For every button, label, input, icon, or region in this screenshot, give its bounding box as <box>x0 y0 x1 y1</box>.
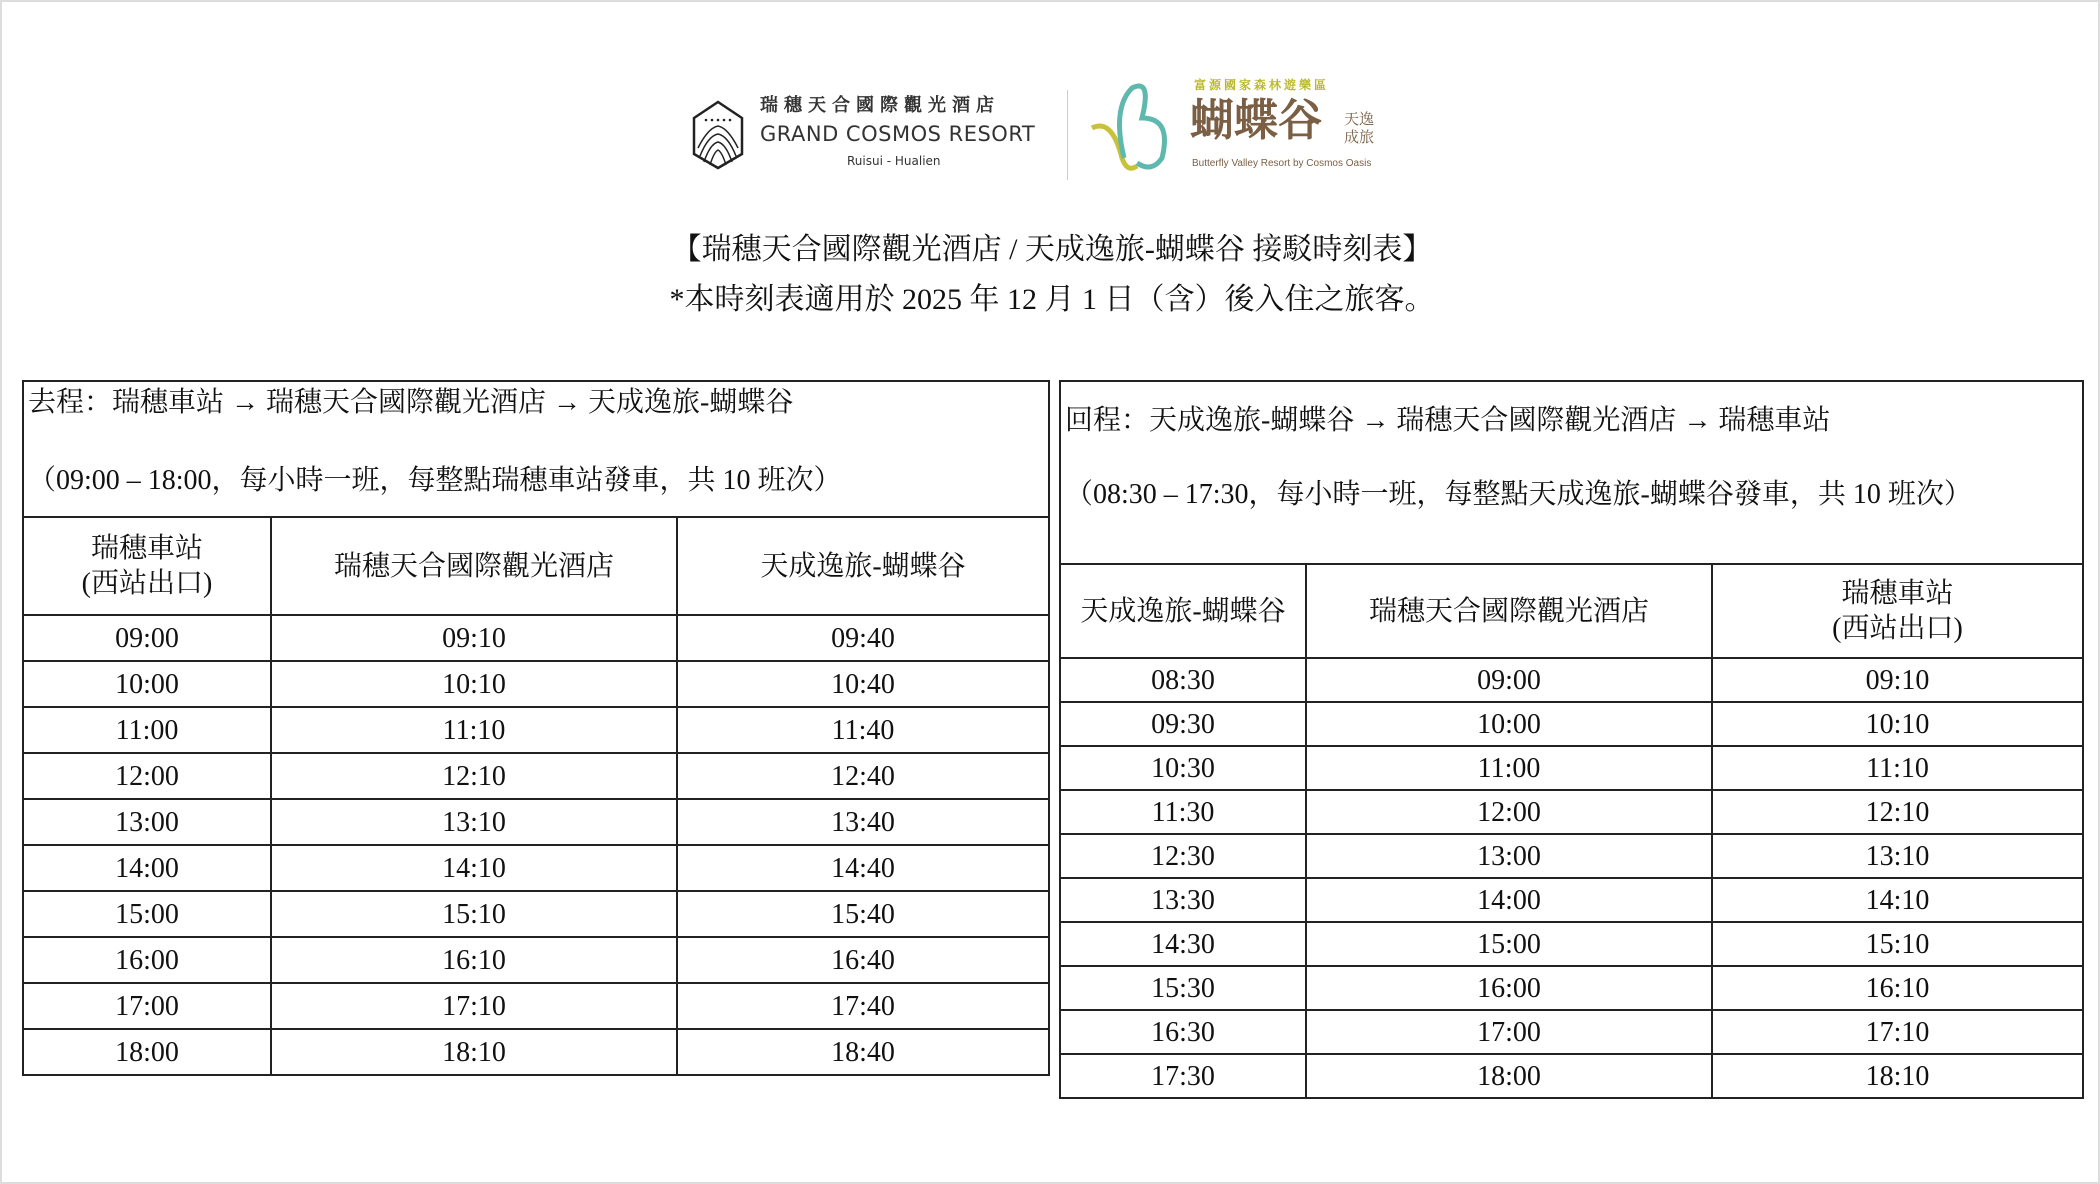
time-cell: 14:10 <box>271 845 677 891</box>
time-cell: 11:30 <box>1060 790 1306 834</box>
time-cell: 15:10 <box>271 891 677 937</box>
time-cell: 11:00 <box>23 707 271 753</box>
time-cell: 08:30 <box>1060 658 1306 702</box>
time-cell: 16:10 <box>1712 966 2083 1010</box>
time-cell: 09:00 <box>23 615 271 661</box>
time-cell: 12:40 <box>677 753 1049 799</box>
time-cell: 17:00 <box>1306 1010 1712 1054</box>
butterfly-valley-logo <box>1082 78 1422 196</box>
time-cell: 14:40 <box>677 845 1049 891</box>
time-cell: 12:10 <box>271 753 677 799</box>
time-cell: 09:00 <box>1306 658 1712 702</box>
table-row <box>1060 702 2083 746</box>
time-cell: 09:30 <box>1060 702 1306 746</box>
table-row <box>23 1029 1049 1075</box>
table-row <box>23 707 1049 753</box>
return-table <box>1059 380 2084 1099</box>
time-cell: 10:00 <box>1306 702 1712 746</box>
header-ruisui-station <box>23 517 271 615</box>
time-cell: 17:30 <box>1060 1054 1306 1098</box>
time-cell: 14:30 <box>1060 922 1306 966</box>
outbound-intro <box>23 381 1049 517</box>
return-note: （08:30 – 17:30，每小時一班，每整點天成逸旅-蝴蝶谷發車，共 10 班次） <box>1065 478 1972 510</box>
time-cell: 16:30 <box>1060 1010 1306 1054</box>
header-grand-cosmos: 瑞穗天合國際觀光酒店 <box>1306 564 1712 658</box>
grand-cosmos-logo <box>682 96 1042 180</box>
butterfly-b-icon <box>1082 78 1182 178</box>
logo-text-en: GRAND COSMOS RESORT <box>760 122 1036 146</box>
time-cell: 17:40 <box>677 983 1049 1029</box>
time-cell: 13:40 <box>677 799 1049 845</box>
time-cell: 13:00 <box>1306 834 1712 878</box>
time-cell: 18:40 <box>677 1029 1049 1075</box>
table-row <box>1060 790 2083 834</box>
time-cell: 12:00 <box>1306 790 1712 834</box>
header-line: (西站出口) <box>1832 613 1963 644</box>
time-cell: 14:00 <box>1306 878 1712 922</box>
header-line: (西站出口) <box>81 568 213 599</box>
table-row <box>1060 1010 2083 1054</box>
time-cell: 10:00 <box>23 661 271 707</box>
time-cell: 17:10 <box>271 983 677 1029</box>
time-cell: 10:10 <box>1712 702 2083 746</box>
logo-side-text: 天逸成旅 <box>1344 110 1375 146</box>
time-cell: 11:40 <box>677 707 1049 753</box>
outbound-route: 去程：瑞穗車站 → 瑞穗天合國際觀光酒店 → 天成逸旅-蝴蝶谷 <box>28 387 794 418</box>
logo-location: Ruisui - Hualien <box>847 154 941 168</box>
time-cell: 16:40 <box>677 937 1049 983</box>
time-cell: 14:10 <box>1712 878 2083 922</box>
table-row <box>23 661 1049 707</box>
outbound-note: （09:00 – 18:00，每小時一班，每整點瑞穗車站發車，共 10 班次） <box>28 464 842 496</box>
table-row <box>1060 658 2083 702</box>
logo-text-zh: 瑞穗天合國際觀光酒店 <box>760 95 1000 116</box>
time-cell: 11:10 <box>1712 746 2083 790</box>
logo-main-text: 蝴蝶谷 <box>1190 95 1322 146</box>
header-ruisui-station <box>1712 564 2083 658</box>
time-cell: 10:40 <box>677 661 1049 707</box>
time-cell: 15:40 <box>677 891 1049 937</box>
table-row <box>23 799 1049 845</box>
header-grand-cosmos: 瑞穗天合國際觀光酒店 <box>271 517 677 615</box>
time-cell: 15:00 <box>23 891 271 937</box>
time-cell: 12:30 <box>1060 834 1306 878</box>
time-cell: 12:10 <box>1712 790 2083 834</box>
logo-en-text: Butterfly Valley Resort by Cosmos Oasis <box>1192 158 1372 169</box>
time-cell: 18:10 <box>271 1029 677 1075</box>
table-row <box>1060 922 2083 966</box>
time-cell: 13:10 <box>1712 834 2083 878</box>
logo-top-text: 富源國家森林遊樂區 <box>1194 78 1330 92</box>
table-row <box>1060 966 2083 1010</box>
table-row <box>23 753 1049 799</box>
time-cell: 11:10 <box>271 707 677 753</box>
outbound-table <box>22 380 1050 1076</box>
logo-divider <box>1067 90 1068 180</box>
table-row <box>23 891 1049 937</box>
table-row <box>23 983 1049 1029</box>
table-row <box>23 615 1049 661</box>
table-row <box>1060 746 2083 790</box>
time-cell: 18:00 <box>1306 1054 1712 1098</box>
time-cell: 13:00 <box>23 799 271 845</box>
time-cell: 16:00 <box>23 937 271 983</box>
time-cell: 17:10 <box>1712 1010 2083 1054</box>
table-row <box>1060 834 2083 878</box>
time-cell: 16:00 <box>1306 966 1712 1010</box>
header-butterfly-valley: 天成逸旅-蝴蝶谷 <box>677 517 1049 615</box>
time-cell: 09:10 <box>271 615 677 661</box>
time-cell: 09:10 <box>1712 658 2083 702</box>
page-title: 【瑞穗天合國際觀光酒店 / 天成逸旅-蝴蝶谷 接駁時刻表】 <box>671 233 1433 266</box>
time-cell: 15:00 <box>1306 922 1712 966</box>
return-intro <box>1060 381 2083 564</box>
time-cell: 10:30 <box>1060 746 1306 790</box>
time-cell: 15:10 <box>1712 922 2083 966</box>
table-row <box>23 937 1049 983</box>
time-cell: 15:30 <box>1060 966 1306 1010</box>
return-route: 回程：天成逸旅-蝴蝶谷 → 瑞穗天合國際觀光酒店 → 瑞穗車站 <box>1065 405 1831 436</box>
header-line: 瑞穗車站 <box>90 533 203 564</box>
page-subtitle: *本時刻表適用於 2025 年 12 月 1 日（含）後入住之旅客。 <box>669 283 1435 316</box>
table-row <box>23 845 1049 891</box>
time-cell: 11:00 <box>1306 746 1712 790</box>
time-cell: 12:00 <box>23 753 271 799</box>
table-row <box>1060 1054 2083 1098</box>
header-butterfly-valley: 天成逸旅-蝴蝶谷 <box>1060 564 1306 658</box>
time-cell: 18:10 <box>1712 1054 2083 1098</box>
time-cell: 13:10 <box>271 799 677 845</box>
time-cell: 14:00 <box>23 845 271 891</box>
table-row <box>1060 878 2083 922</box>
time-cell: 09:40 <box>677 615 1049 661</box>
header-line: 瑞穗車站 <box>1841 578 1954 609</box>
logos <box>682 78 1422 196</box>
time-cell: 10:10 <box>271 661 677 707</box>
mountain-emblem-icon <box>690 98 746 170</box>
time-cell: 17:00 <box>23 983 271 1029</box>
time-cell: 13:30 <box>1060 878 1306 922</box>
time-cell: 18:00 <box>23 1029 271 1075</box>
time-cell: 16:10 <box>271 937 677 983</box>
